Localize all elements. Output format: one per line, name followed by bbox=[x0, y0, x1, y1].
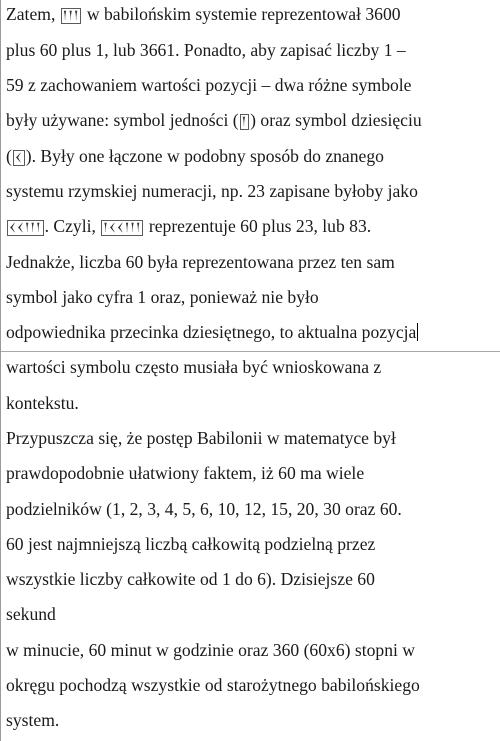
text-line-3: 59 z zachowaniem wartości pozycji – dwa różne symbole bbox=[6, 75, 412, 95]
text-line-11: wartości symbolu często musiała być wnioskowana z bbox=[6, 357, 382, 377]
text-line-7: 𒌋𒌋𒁹𒁹𒁹 . Czyli, 𒁹𒌋𒌋𒁹𒁹𒁹 reprezentuje 60 plus 23, lub 83. bbox=[9, 216, 372, 236]
text-line-9: symbol jako cyfra 1 oraz, ponieważ nie było bbox=[6, 287, 319, 307]
text-line-19: w minucie, 60 minut w godzinie oraz 360 (60x6) stopni w bbox=[6, 640, 415, 660]
text-line-12: kontekstu. bbox=[6, 393, 79, 413]
text-line-15: podzielników (1, 2, 3, 4, 5, 6, 10, 12, 15, 20, 30 oraz 60. bbox=[6, 499, 402, 519]
cuneiform-83-icon: 𒁹𒌋𒌋𒁹𒁹𒁹 bbox=[103, 221, 142, 234]
text-line-13: Przypuszcza się, że postęp Babilonii w matematyce był bbox=[6, 428, 396, 448]
text-line-14: prawdopodobnie ułatwiony faktem, iż 60 ma wiele bbox=[6, 463, 365, 483]
text-line-16: 60 jest najmniejszą liczbą całkowitą podzielną przez bbox=[6, 534, 376, 554]
cuneiform-3661-icon: 𒁹𒁹𒁹 bbox=[62, 9, 80, 22]
text-line-20: okręgu pochodzą wszystkie od starożytnego babilońskiego bbox=[6, 675, 420, 695]
text-line-5: ( 𒌋 ). Były one łączone w podobny sposób do znanego bbox=[6, 146, 384, 166]
text-line-21: system. bbox=[6, 710, 60, 730]
cuneiform-ten-icon: 𒌋 bbox=[14, 151, 23, 164]
cuneiform-one-icon: 𒁹 bbox=[241, 115, 248, 128]
cuneiform-23-icon: 𒌋𒌋𒁹𒁹𒁹 bbox=[9, 221, 42, 234]
text-line-2: plus 60 plus 1, lub 3661. Ponadto, aby zapisać liczby 1 – bbox=[6, 40, 406, 60]
text-cursor bbox=[417, 323, 418, 341]
text-line-4: były używane: symbol jedności ( 𒁹 ) oraz symbol dziesięciu bbox=[6, 110, 422, 130]
text-line-17: wszystkie liczby całkowite od 1 do 6). Dzisiejsze 60 bbox=[6, 569, 375, 589]
text-line-10: odpowiednika przecinka dziesiętnego, to aktualna pozycja bbox=[6, 322, 417, 342]
text-line-8: Jednakże, liczba 60 była reprezentowana przez ten sam bbox=[6, 252, 395, 272]
text-line-1: Zatem, 𒁹𒁹𒁹 w babilońskim systemie reprezentował 3600 bbox=[6, 4, 401, 24]
page-break-divider bbox=[1, 351, 500, 352]
text-line-18: sekund bbox=[6, 604, 56, 624]
text-line-6: systemu rzymskiej numeracji, np. 23 zapisane byłoby jako bbox=[6, 181, 418, 201]
